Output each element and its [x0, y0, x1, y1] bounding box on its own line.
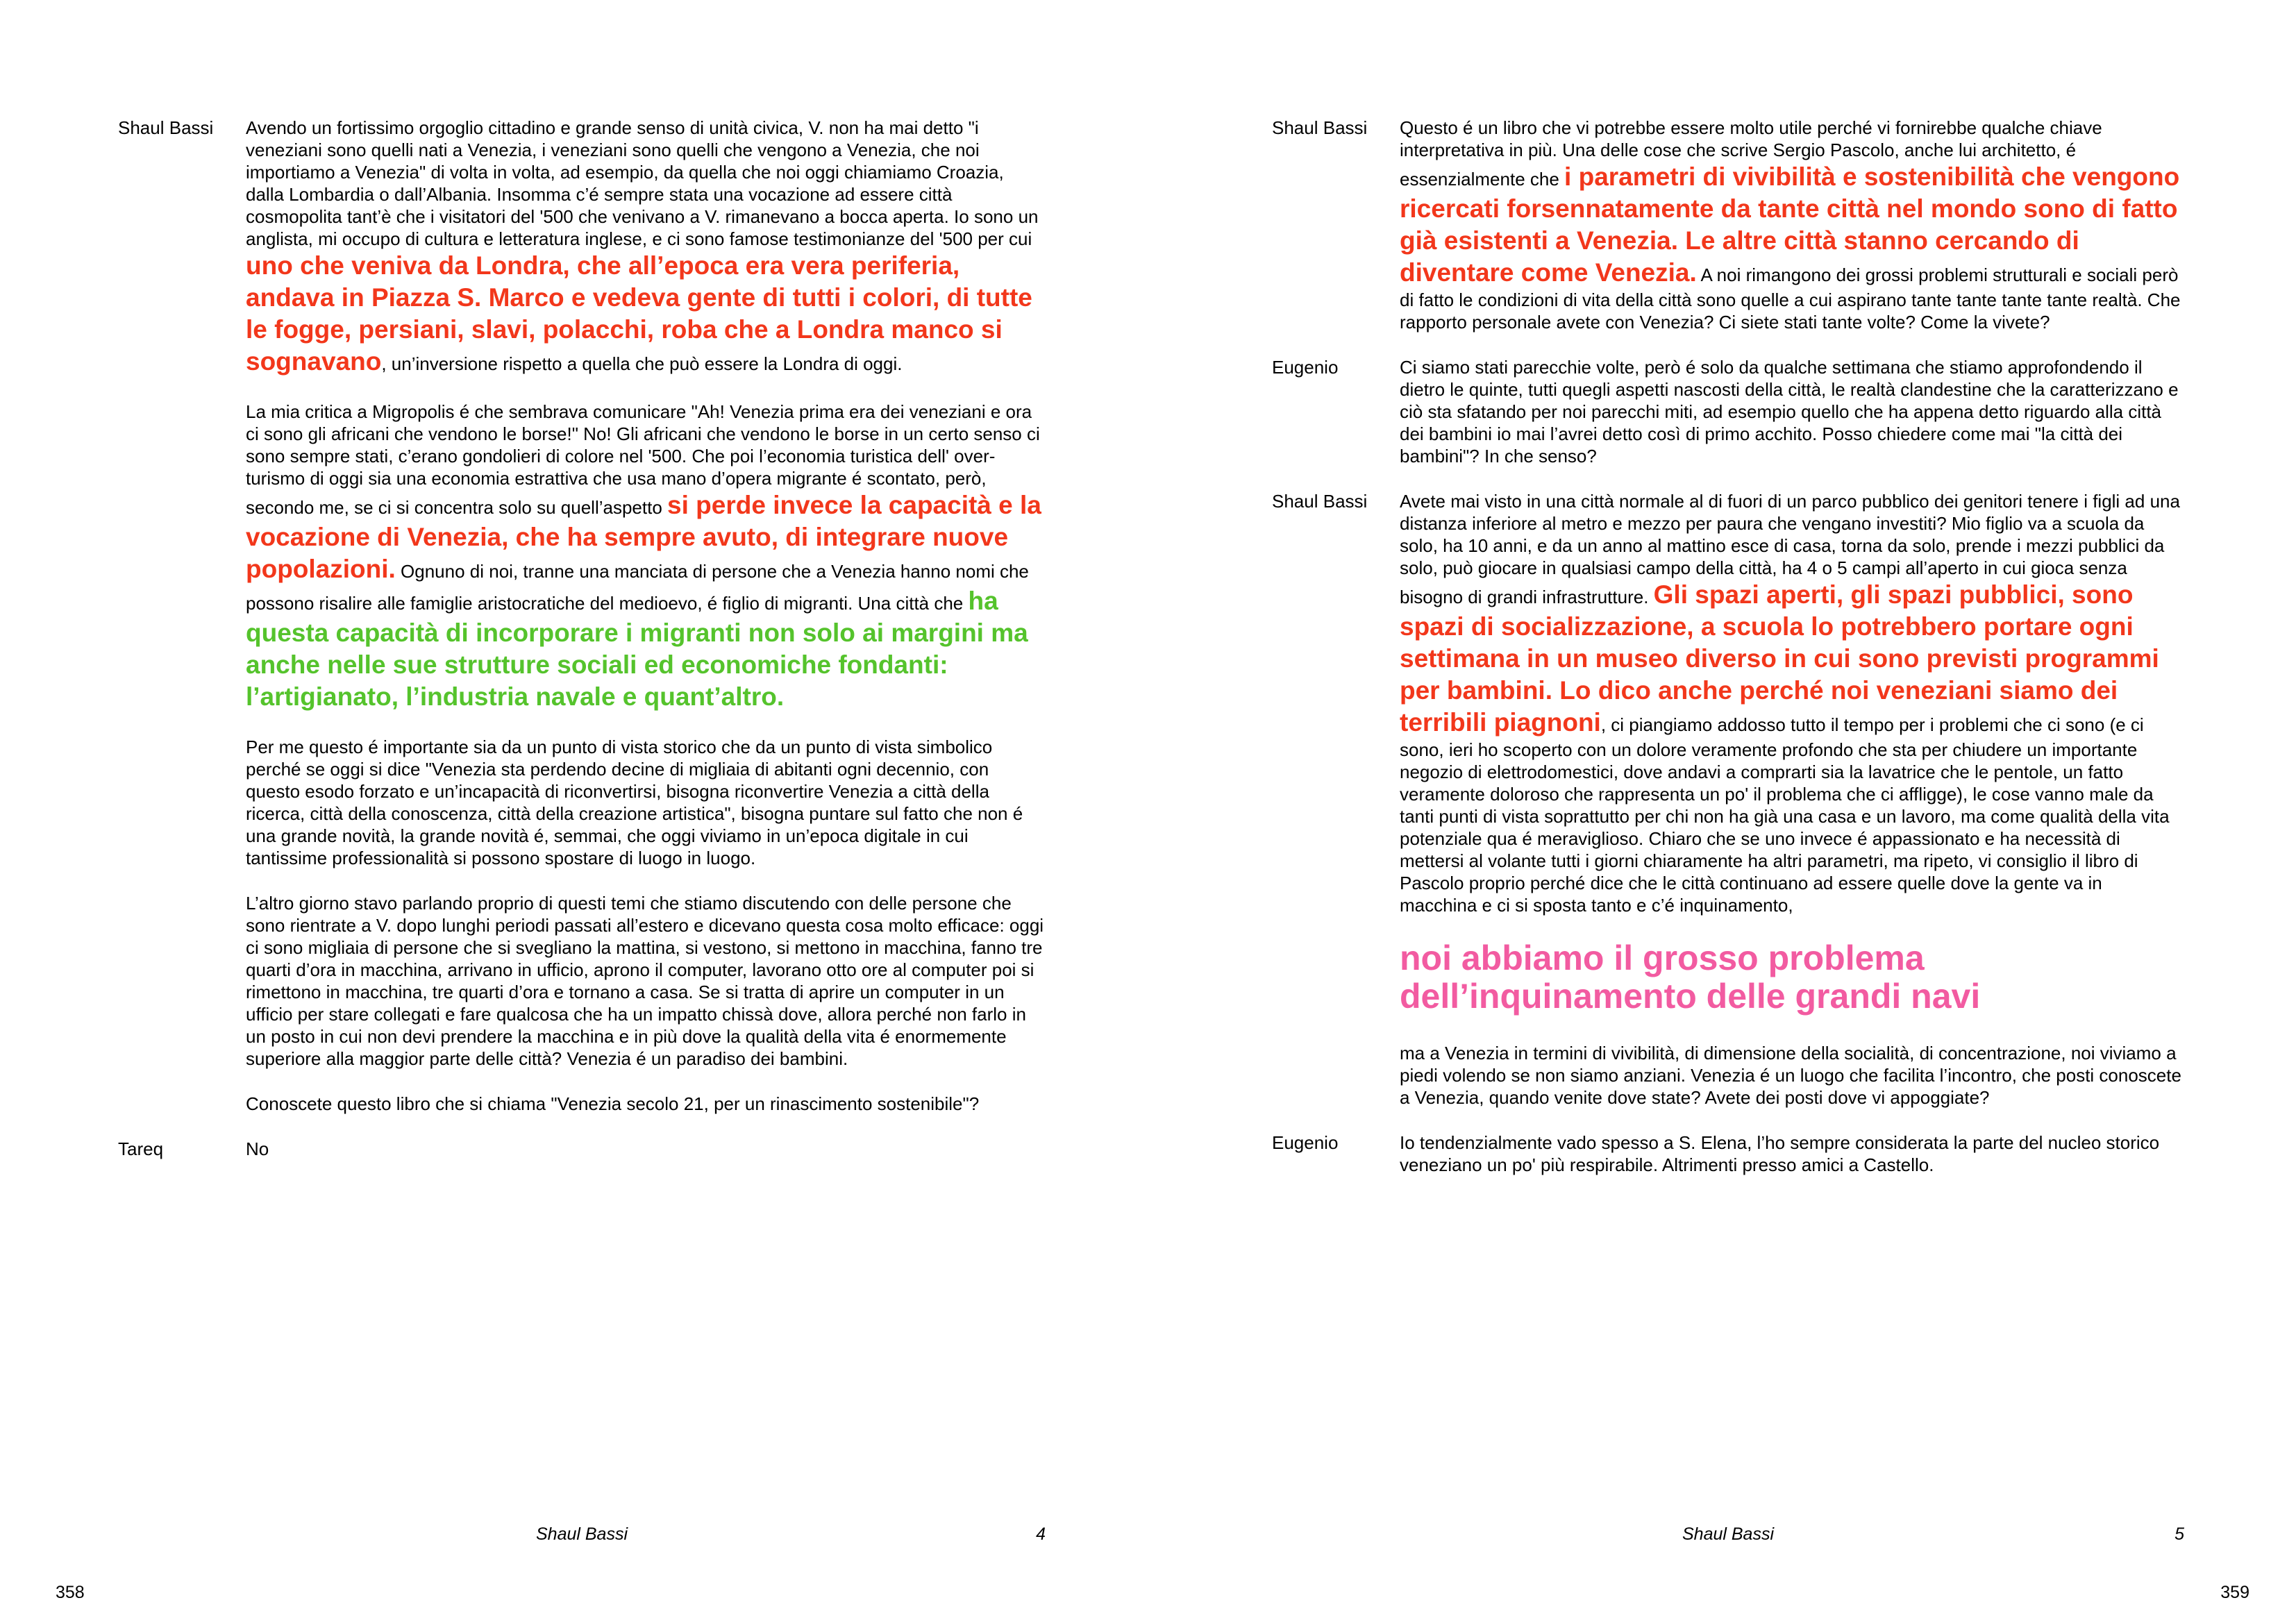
paragraph: [246, 401, 1046, 713]
highlight-green-text: ha questa capacità di incorporare i migranti non solo ai margini ma anche nelle sue strutture sociali ed economiche fondanti: l’artigianato, l’industria navale e quant’altro.: [246, 587, 1028, 711]
speech-text: [1400, 490, 2184, 1132]
dialogue-entry: [1272, 1132, 2184, 1176]
body-text: , un’inversione rispetto a quella che può essere la Londra di oggi.: [381, 353, 903, 374]
speaker-label: Tareq: [118, 1138, 164, 1159]
body-text: Ci siamo stati parecchie volte, però é solo da qualche settimana che stiamo approfondendo il dietro le quinte, tutti quegli aspetti nascosti della città, le realtà clandestine che la caratterizzano e ciò sta sfatando per noi parecchi miti, ad esempio quello che ha appena detto riguardo alla città dei bambini io mai l’avrei detto così di primo acchito. Posso chiedere come mai "la città dei bambini"? In che senso?: [1400, 357, 2179, 466]
speech-text: [246, 1138, 1046, 1160]
body-text: , ci piangiamo addosso tutto il tempo per i problemi che ci sono (e ci sono, ieri ho scoperto con un dolore veramente profondo che sta per chiudere un importante negozio di elettrodomestici, dove andavi a comprarti sia la lavatrice che le pentole, un fatto veramente doloroso che rappresenta un po' il problema che ci affligge), le cose vanno male da tanti punti di vista soprattutto per chi non ha già una casa e un lavoro, ma come qualità della vita potenziale qua é meraviglioso. Chiaro che se uno invece é appassionato e ha necessità di mettersi al volante tutti i giorni chiaramente ha altri parametri, ma ripeto, vi consiglio il libro di Pascolo proprio perché dice che le città continuano ad essere quelle dove la gente va in macchina e ci si sposta tanto e c’é inquinamento,: [1400, 714, 2170, 916]
page-right-content: [1272, 117, 2184, 1176]
folio-number: 359: [2220, 1583, 2249, 1602]
body-text: Per me questo é importante sia da un punto di vista storico che da un punto di vista simbolico perché se oggi si dice "Venezia sta perdendo decine di migliaia di abitanti ogni decennio, con questo esodo forzato e un’incapacità di riconvertirsi, bisogna riconvertire Venezia a città della ricerca, città della conoscenza, città della creazione artistica", bisogna puntare sul fatto che non é una grande novità, la grande novità é, semmai, che oggi viviamo in un’epoca digitale in cui tantissime professionalità si possono spostare di luogo in luogo.: [246, 737, 1023, 868]
paragraph: [1400, 356, 2184, 467]
dialogue-entry: [118, 117, 1046, 1138]
running-head: Shaul Bassi: [1682, 1524, 1775, 1544]
paragraph: [246, 117, 1046, 378]
body-text: A noi rimangono dei grossi problemi strutturali e sociali però di fatto le condizioni di vita della città sono quelle a cui aspirano tante tante tante tante realtà. Che rapporto personale avete con Venezia? Ci siete stati tante volte? Come la vivete?: [1400, 264, 2181, 333]
body-text: Io tendenzialmente vado spesso a S. Elena, l’ho sempre considerata la parte del nucleo storico veneziano un po' più respirabile. Altrimenti presso amici a Castello.: [1400, 1132, 2160, 1175]
body-text: Avete mai visto in una città normale al di fuori di un parco pubblico dei genitori tenere i figli ad una distanza inferiore al metro e mezzo per paura che vengano investiti? Mio figlio va a scuola da solo, ha 10 anni, e da un anno al mattino esce di casa, torna da solo, prende i mezzi pubblici da solo, può giocare in qualsiasi campo della città, ha 4 o 5 campi all’aperto in cui gioca senza bisogno di grandi infrastrutture.: [1400, 491, 2180, 607]
paragraph: [246, 736, 1046, 869]
highlight-red-text: Gli spazi aperti, gli spazi pubblici, sono spazi di socializzazione, a scuola lo potrebbero portare ogni settimana in un museo diverso in cui sono previsti programmi per bambini. Lo dico anche perché noi veneziani siamo dei terribili piagnoni: [1400, 580, 2159, 737]
dialogue-entry: [1272, 490, 2184, 1132]
page-left-footer: [118, 1524, 1046, 1547]
highlight-pink-text: noi abbiamo il grosso problema dell’inquinamento delle grandi navi: [1400, 939, 1981, 1016]
speaker-label: Shaul Bassi: [118, 117, 214, 138]
running-head: Shaul Bassi: [535, 1524, 628, 1544]
speech-text: [246, 117, 1046, 1138]
body-text: Conoscete questo libro che si chiama "Venezia secolo 21, per un rinascimento sostenibile"?: [246, 1093, 980, 1114]
body-text: La mia critica a Migropolis é che sembrava comunicare "Ah! Venezia prima era dei veneziani e ora ci sono gli africani che vendono le borse!" No! Gli africani che vendono le borse in un certo senso ci sono sempre stati, c’erano gondolieri di colore nel '500. Che poi l’economia turistica dell' over-turismo di oggi sia una economia estrattiva che usa mano d’opera migrante é scontato, però, secondo me, se ci si concentra solo su quell’aspetto: [246, 401, 1040, 518]
highlight-red-text: si perde invece la capacità e la vocazione di Venezia, che ha sempre avuto, di integrare nuove popolazioni.: [246, 491, 1041, 583]
speech-text: [1400, 117, 2184, 356]
speaker-label: Shaul Bassi: [1272, 491, 1368, 512]
dialogue-entry: [1272, 117, 2184, 356]
paragraph: [1400, 117, 2184, 333]
page-number: 4: [1036, 1524, 1046, 1544]
speaker-label: Eugenio: [1272, 1132, 1339, 1153]
paragraph: [1400, 1042, 2184, 1109]
body-text: ma a Venezia in termini di vivibilità, di dimensione della socialità, di concentrazione, noi viviamo a piedi volendo se non siamo anziani. Venezia é un luogo che facilita l’incontro, che posti conoscete a Venezia, quando venite dove state? Avete dei posti dove vi appoggiate?: [1400, 1043, 2181, 1108]
body-text: Questo é un libro che vi potrebbe essere molto utile perché vi fornirebbe qualche chiave interpretativa in più. Una delle cose che scrive Sergio Pascolo, anche lui architetto, é essenzialmente che: [1400, 117, 2102, 190]
speech-text: [1400, 356, 2184, 490]
speaker-label: Shaul Bassi: [1272, 117, 1368, 138]
speech-text: [1400, 1132, 2184, 1176]
paragraph: [1400, 939, 2184, 1016]
highlight-red-text: i parametri di vivibilità e sostenibilità che vengono ricercati forsennatamente da tante città nel mondo sono di fatto già esistenti a Venezia. Le altre città stanno cercando di diventare come Venezia.: [1400, 162, 2180, 287]
page-right-footer: [1272, 1524, 2184, 1547]
folio-number: 358: [56, 1583, 85, 1602]
paragraph: [246, 1138, 1046, 1160]
page-right: [1148, 0, 2296, 1623]
dialogue-entry: [118, 1138, 1046, 1160]
body-text: No: [246, 1138, 269, 1159]
paragraph: [246, 892, 1046, 1070]
body-text: Avendo un fortissimo orgoglio cittadino e grande senso di unità civica, V. non ha mai detto "i veneziani sono quelli nati a Venezia, i veneziani sono quelli che vengono a Venezia, che noi importiamo a Venezia" di volta in volta, ad esempio, da quella che noi oggi chiamiamo Croazia, dalla Lombardia o dall’Albania. Insomma c’é sempre stata una vocazione ad essere città cosmopolita tant’è che i visitatori del '500 che venivano a V. rimanevano a bocca aperta. Io sono un anglista, mi occupo di cultura e letteratura inglese, e ci sono famose testimonianze del '500 per cui: [246, 117, 1039, 249]
body-text: Ognuno di noi, tranne una manciata di persone che a Venezia hanno nomi che possono risalire alle famiglie aristocratiche del medioevo, é figlio di migranti. Una città che: [246, 561, 1029, 614]
paragraph: [246, 1093, 1046, 1115]
speaker-label: Eugenio: [1272, 357, 1339, 378]
page-number: 5: [2175, 1524, 2184, 1544]
page-left-content: [118, 117, 1046, 1160]
paragraph: [1400, 1132, 2184, 1176]
paragraph: [1400, 490, 2184, 916]
highlight-red-text: uno che veniva da Londra, che all’epoca era vera periferia, andava in Piazza S. Marco e vedeva gente di tutti i colori, di tutte le fogge, persiani, slavi, polacchi, roba che a Londra manco si sognavano: [246, 251, 1032, 376]
body-text: L’altro giorno stavo parlando proprio di questi temi che stiamo discutendo con delle persone che sono rientrate a V. dopo lunghi periodi passati all’estero e dicevano questa cosa molto efficace: oggi ci sono migliaia di persone che si svegliano la mattina, si vestono, si mettono in macchina, fanno tre quarti d’ora in macchina, arrivano in ufficio, aprono il computer, lavorano otto ore al computer poi si rimettono in macchina, tre quarti d’ora e tornano a casa. Se si tratta di aprire un computer in un ufficio per stare collegati e fare qualcosa che ha un impatto chissà dove, allora perché non farlo in un posto in cui non devi prendere la macchina e in più dove la qualità della vita é enormemente superiore alla maggior parte delle città? Venezia é un paradiso dei bambini.: [246, 893, 1044, 1069]
dialogue-entry: [1272, 356, 2184, 490]
